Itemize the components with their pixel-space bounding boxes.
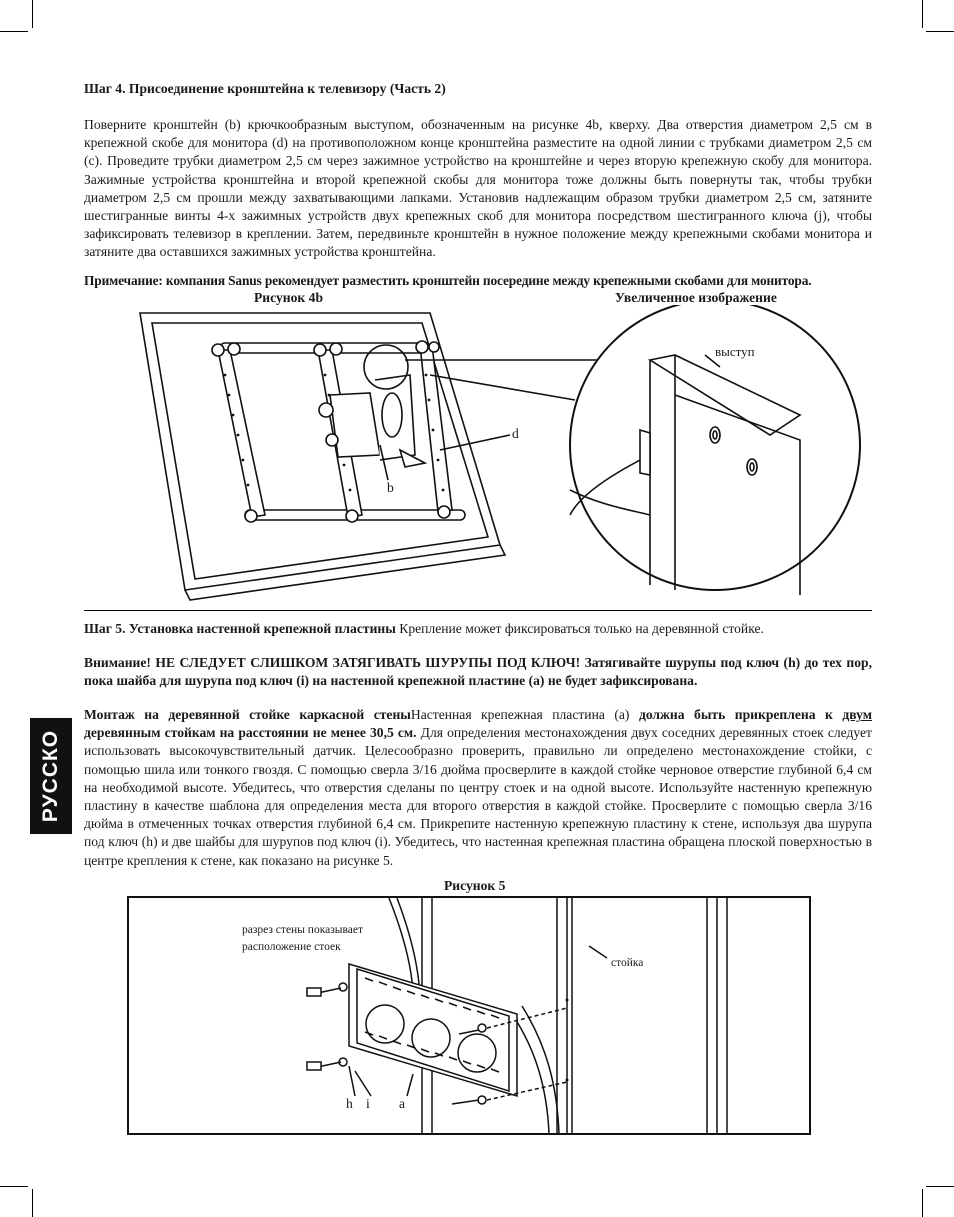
step5-heading bbox=[84, 620, 872, 638]
figure4b-illustration bbox=[130, 305, 880, 605]
label-i: i bbox=[366, 1096, 370, 1111]
language-tab-label: РУССКО bbox=[39, 729, 62, 823]
figure5-illustration bbox=[127, 896, 811, 1136]
warning-bold: Внимание! НЕ СЛЕДУЕТ СЛИШКОМ ЗАТЯГИВАТЬ ШУРУПЫ ПОД КЛЮЧ! bbox=[84, 655, 581, 670]
wood-bold2: деревянным стойкам на расстоянии не менее 30,5 см. bbox=[84, 725, 417, 741]
zoom-caption: Увеличенное изображение bbox=[615, 290, 777, 305]
wood-title: Монтаж на деревянной стойке каркасной стены bbox=[84, 707, 411, 722]
step4-note: Примечание: компания Sanus рекомендует разместить кронштейн посередине между крепежными скобами для монитора. bbox=[84, 273, 812, 288]
label-stud: стойка bbox=[611, 957, 644, 969]
crop-mark bbox=[0, 31, 28, 32]
label-wall-line1: разрез стены показывает bbox=[242, 924, 364, 936]
crop-mark bbox=[922, 1189, 923, 1217]
section-divider bbox=[84, 610, 872, 611]
label-d: d bbox=[512, 426, 519, 441]
wood-bold1: должна быть прикреплена к bbox=[638, 707, 843, 722]
wood-text1: Настенная крепежная пластина (а) bbox=[410, 707, 639, 722]
wood-paragraph bbox=[84, 706, 872, 870]
label-wall-cut bbox=[242, 922, 363, 956]
crop-mark bbox=[32, 1189, 33, 1217]
label-b: b bbox=[387, 480, 394, 495]
wood-text2: Для определения местонахождения двух соседних деревянных стоек следует использовать высокочувствительный датчик. Целесообразно проверить, правильно ли определено местонахождение стойки, с помощью шила или тонкого гвоздя. С помощью сверла 3/16 дюйма просверлите в каждой стойке черновое отверстие глубиной 6,4 см на необходимой высоте. Убедитесь, что отверстия сделаны по центру стоек и на одной высоте. Используйте настенную крепежную пластину в качестве шаблона для определения места для второго отверстия в каждой стойке. Просверлите с помощью сверла 3/16 дюйма в отмеченных точках отверстия глубиной 6,4 см. Прикрепите настенную крепежную пластину к стене, используя два шурупа под ключ (h) и две шайбы для шурупов под ключ (i). Убедитесь, что настенная крепежная пластина обращена плоской поверхностью в центре крепления к стене, как показано на рисунке 5. bbox=[84, 725, 872, 868]
language-tab bbox=[30, 718, 72, 834]
label-a: a bbox=[399, 1096, 406, 1111]
crop-mark bbox=[926, 31, 954, 32]
label-h: h bbox=[346, 1096, 353, 1111]
figure5-caption: Рисунок 5 bbox=[444, 878, 506, 893]
crop-mark bbox=[32, 0, 33, 28]
step5-title-tail: Крепление может фиксироваться только на деревянной стойке. bbox=[395, 621, 764, 636]
label-vystup: выступ bbox=[715, 344, 755, 359]
wood-underline: двум bbox=[842, 707, 872, 722]
warning-rest: Затягивайте шурупы под ключ (h) до тех пор, пока шайба для шурупа под ключ (i) на настенной крепежной пластине (а) не будет зафиксирована. bbox=[84, 655, 872, 689]
crop-mark bbox=[922, 0, 923, 28]
crop-mark bbox=[0, 1186, 28, 1187]
warning-paragraph bbox=[84, 654, 872, 690]
figure4b-caption: Рисунок 4b bbox=[254, 290, 324, 305]
crop-mark bbox=[926, 1186, 954, 1187]
step4-title: Шаг 4. Присоединение кронштейна к телевизору (Часть 2) bbox=[84, 81, 446, 96]
step5-title: Шаг 5. Установка настенной крепежной пластины bbox=[84, 621, 396, 636]
step4-body: Поверните кронштейн (b) крючкообразным выступом, обозначенным на рисунке 4b, кверху. Два отверстия диаметром 2,5 см в крепежной скобе для монитора (d) на противоположном конце кронштейна разместите на одной линии с трубками диаметром 2,5 см (с). Проведите трубки диаметром 2,5 см через зажимное устройство на кронштейне и через вторую крепежную скобу для монитора. Зажимные устройства кронштейна и второй крепежной скобы для монитора тоже должны быть повернуты так, чтобы трубки диаметром 2,5 см прошли между захватывающими лапками. Установив надлежащим образом трубки диаметром 2,5 см, затяните шестигранные винты 4-х зажимных устройств двух крепежных скоб для монитора посредством шестигранного ключа (j), чтобы зафиксировать телевизор в креплении. Затем, передвиньте кронштейн в нужное положение между крепежными скобами монитора и затяните два оставшихся зажимных устройства кронштейна. bbox=[84, 117, 872, 260]
label-wall-line2: расположение стоек bbox=[242, 941, 341, 953]
